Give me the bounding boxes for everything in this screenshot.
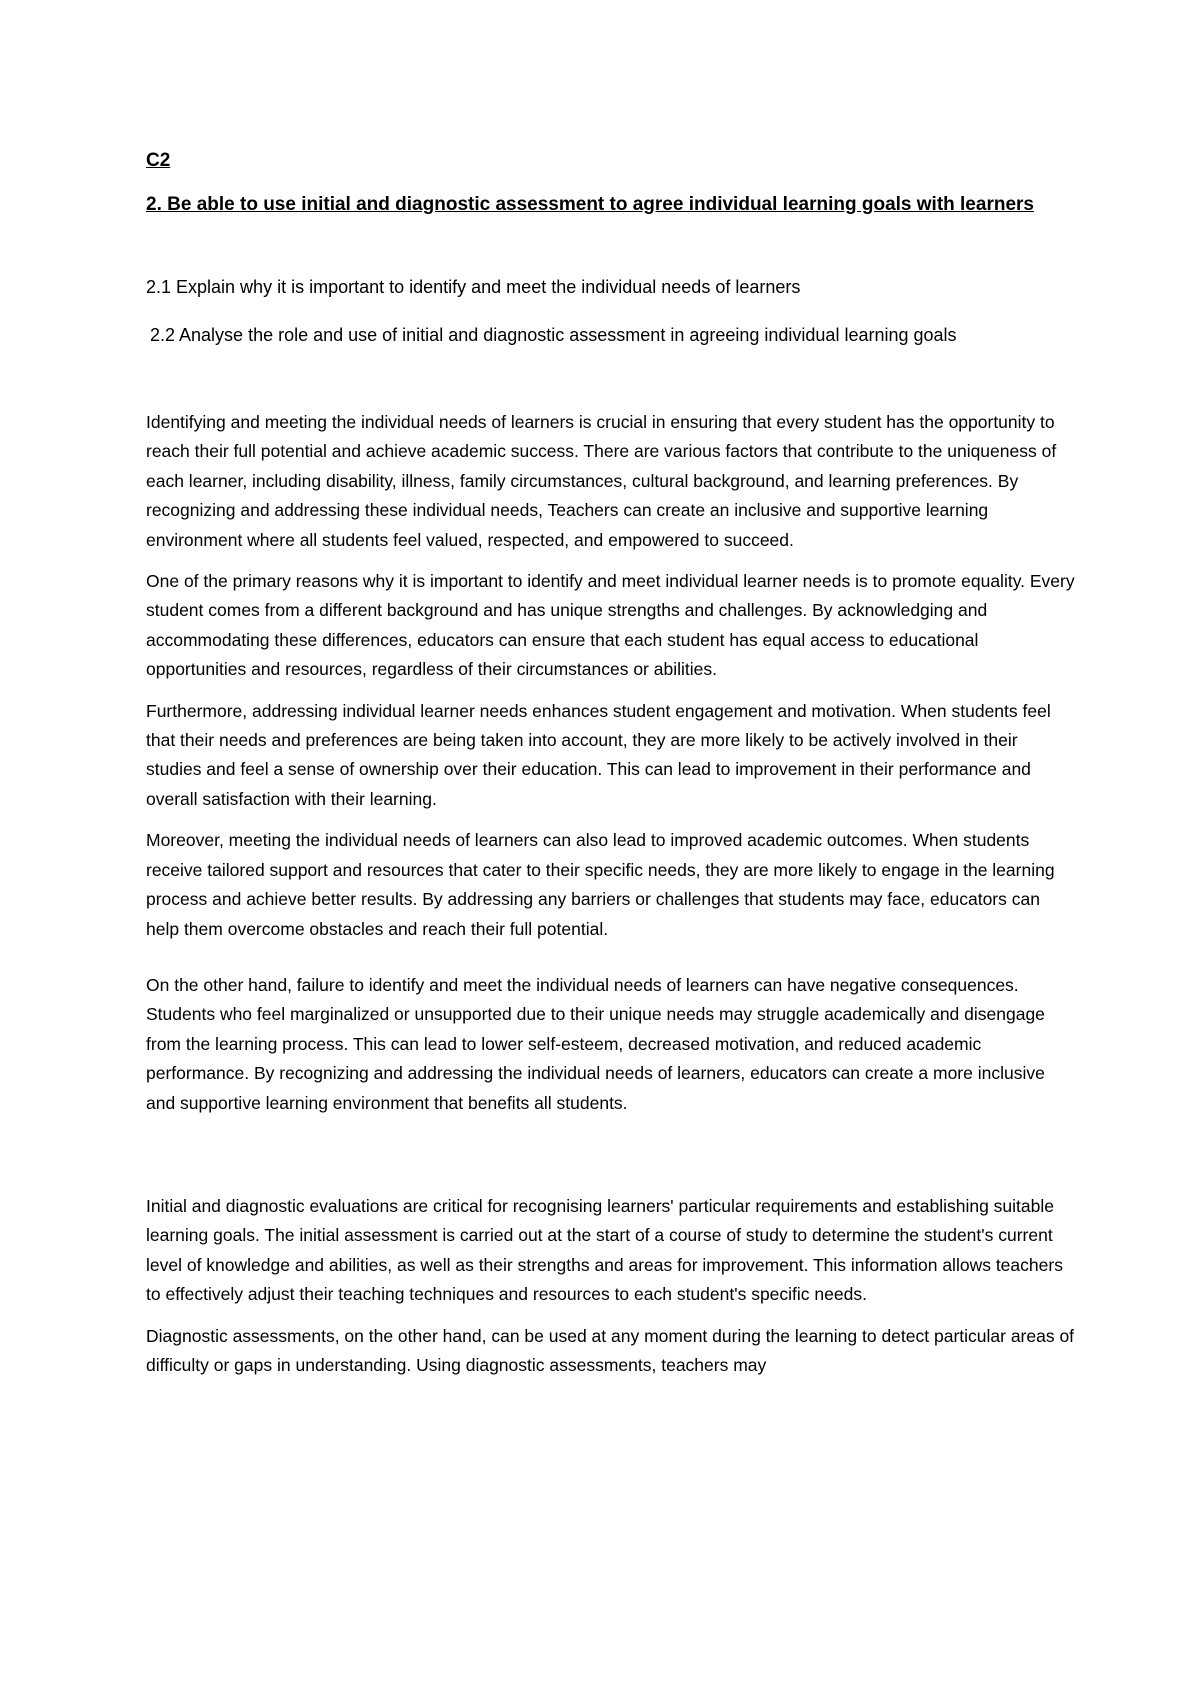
section-title: 2. Be able to use initial and diagnostic assessment to agree individual learning goals with learners	[146, 194, 1034, 215]
paragraph-outcomes: Moreover, meeting the individual needs of learners can also lead to improved academic outcomes. When students receive tailored support and resources that cater to their specific needs, they are more likely to engage in the learning process and achieve better results. By addressing any barriers or challenges that students may face, educators can help them overcome obstacles and reach their full potential.	[146, 830, 1055, 939]
criterion-2-1: 2.1 Explain why it is important to identify and meet the individual needs of learners	[146, 277, 801, 297]
paragraph-diagnostic-assessment: Diagnostic assessments, on the other hand, can be used at any moment during the learning to detect particular areas of difficulty or gaps in understanding. Using diagnostic assessments, teachers may	[146, 1325, 1075, 1375]
paragraph-identifying-needs: Identifying and meeting the individual needs of learners is crucial in ensuring that every student has the opportunity to reach their full potential and achieve academic success. There are various factors that contribute to the uniqueness of each learner, including disability, illness, family circumstances, cultural background, and learning preferences. By recognizing and addressing these individual needs, Teachers can create an inclusive and supportive learning environment where all students feel valued, respected, and empowered to succeed.	[146, 412, 1057, 550]
criterion-2-2: 2.2 Analyse the role and use of initial and diagnostic assessment in agreeing individual learning goals	[150, 325, 957, 345]
paragraph-equality: One of the primary reasons why it is important to identify and meet individual learner needs is to promote equality. Every student comes from a different background and has unique strengths and challenges. By acknowledging and accommodating these differences, educators can ensure that each student has equal access to educational opportunities and resources, regardless of their circumstances or abilities.	[146, 571, 1075, 680]
paragraph-initial-assessment: Initial and diagnostic evaluations are critical for recognising learners' particular requirements and establishing suitable learning goals. The initial assessment is carried out at the start of a course of study to determine the student's current level of knowledge and abilities, as well as their strengths and areas for improvement. This information allows teachers to effectively adjust their teaching techniques and resources to each student's specific needs.	[146, 1195, 1063, 1305]
paragraph-engagement: Furthermore, addressing individual learner needs enhances student engagement and motivation. When students feel that their needs and preferences are being taken into account, they are more likely to be actively involved in their studies and feel a sense of ownership over their education. This can lead to improvement in their performance and overall satisfaction with their learning.	[146, 700, 1051, 809]
section-code: C2	[146, 150, 171, 171]
paragraph-consequences: On the other hand, failure to identify and meet the individual needs of learners can have negative consequences. Students who feel marginalized or unsupported due to their unique needs may struggle academically and disengage from the learning process. This can lead to lower self-esteem, decreased motivation, and reduced academic performance. By recognizing and addressing the individual needs of learners, educators can create a more inclusive and supportive learning environment that benefits all students.	[146, 974, 1045, 1113]
document-body	[146, 146, 1076, 1380]
